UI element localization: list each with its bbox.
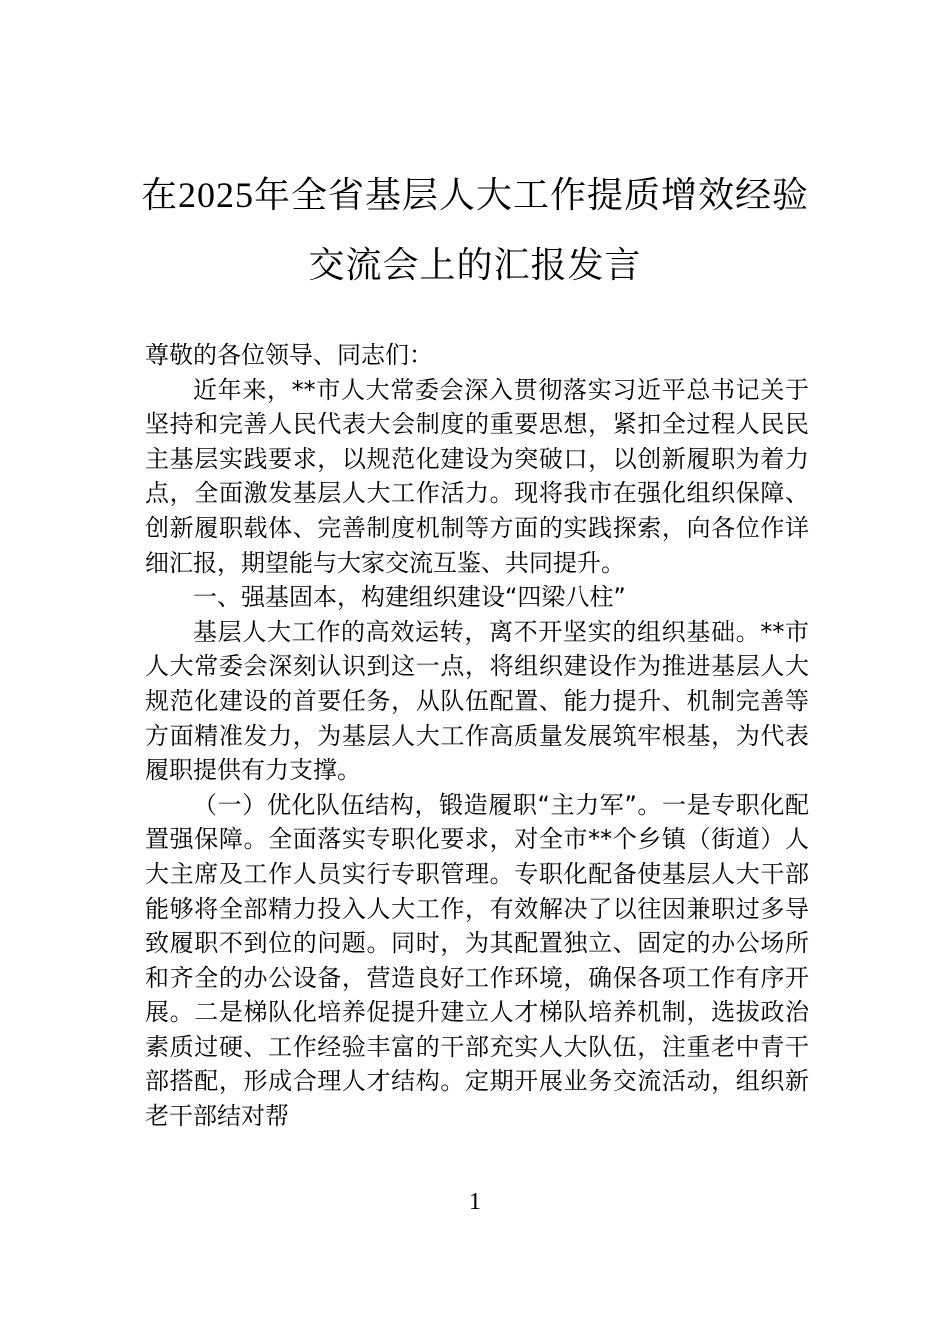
salutation: 尊敬的各位领导、同志们： <box>145 341 433 369</box>
title-prefix: 在 <box>140 175 178 216</box>
page-number: 1 <box>469 1189 481 1215</box>
title-year: 2025 <box>178 175 254 215</box>
section-heading-1: 一、强基固本，构建组织建设“四梁八柱” <box>193 583 626 612</box>
document-title-line-1 <box>100 175 850 216</box>
paragraph-subsection-1: （一）优化队伍结构，锻造履职“主力军”。一是专职化配置强保障。全面落实专职化要求，对全市**个乡镇（街道）人大主席及工作人员实行专职管理。专职化配备使基层人大干部能够将全部精力投入人大工作，有效解决了以往因兼职过多导致履职不到位的问题。同时，为其配置独立、固定的办公场所和齐全的办公设备，营造良好工作环境，确保各项工作有序开展。二是梯队化培养促提升建立人才梯队培养机制，选拔政治素质过硬、工作经验丰富的干部充实人大队伍，注重老中青干部搭配，形成合理人才结构。定期开展业务交流活动，组织新老干部结对帮 <box>145 790 809 1131</box>
document-body <box>145 338 809 1134</box>
title-suffix: 年全省基层人大工作提质增效经验 <box>254 175 810 216</box>
paragraph-intro: 近年来，**市人大常委会深入贯彻落实习近平总书记关于坚持和完善人民代表大会制度的重要思想，紧扣全过程人民民主基层实践要求，以规范化建设为突破口，以创新履职为着力点，全面激发基层人大工作活力。现将我市在强化组织保障、创新履职载体、完善制度机制等方面的实践探索，向各位作详细汇报，期望能与大家交流互鉴、共同提升。 <box>145 375 809 577</box>
paragraph-section-1: 基层人大工作的高效运转，离不开坚实的组织基础。**市人大常委会深刻认识到这一点，将组织建设作为推进基层人大规范化建设的首要任务，从队伍配置、能力提升、机制完善等方面精准发力，为基层人大工作高质量发展筑牢根基，为代表履职提供有力支撑。 <box>145 617 809 785</box>
document-title-line-2: 交流会上的汇报发言 <box>308 245 642 286</box>
